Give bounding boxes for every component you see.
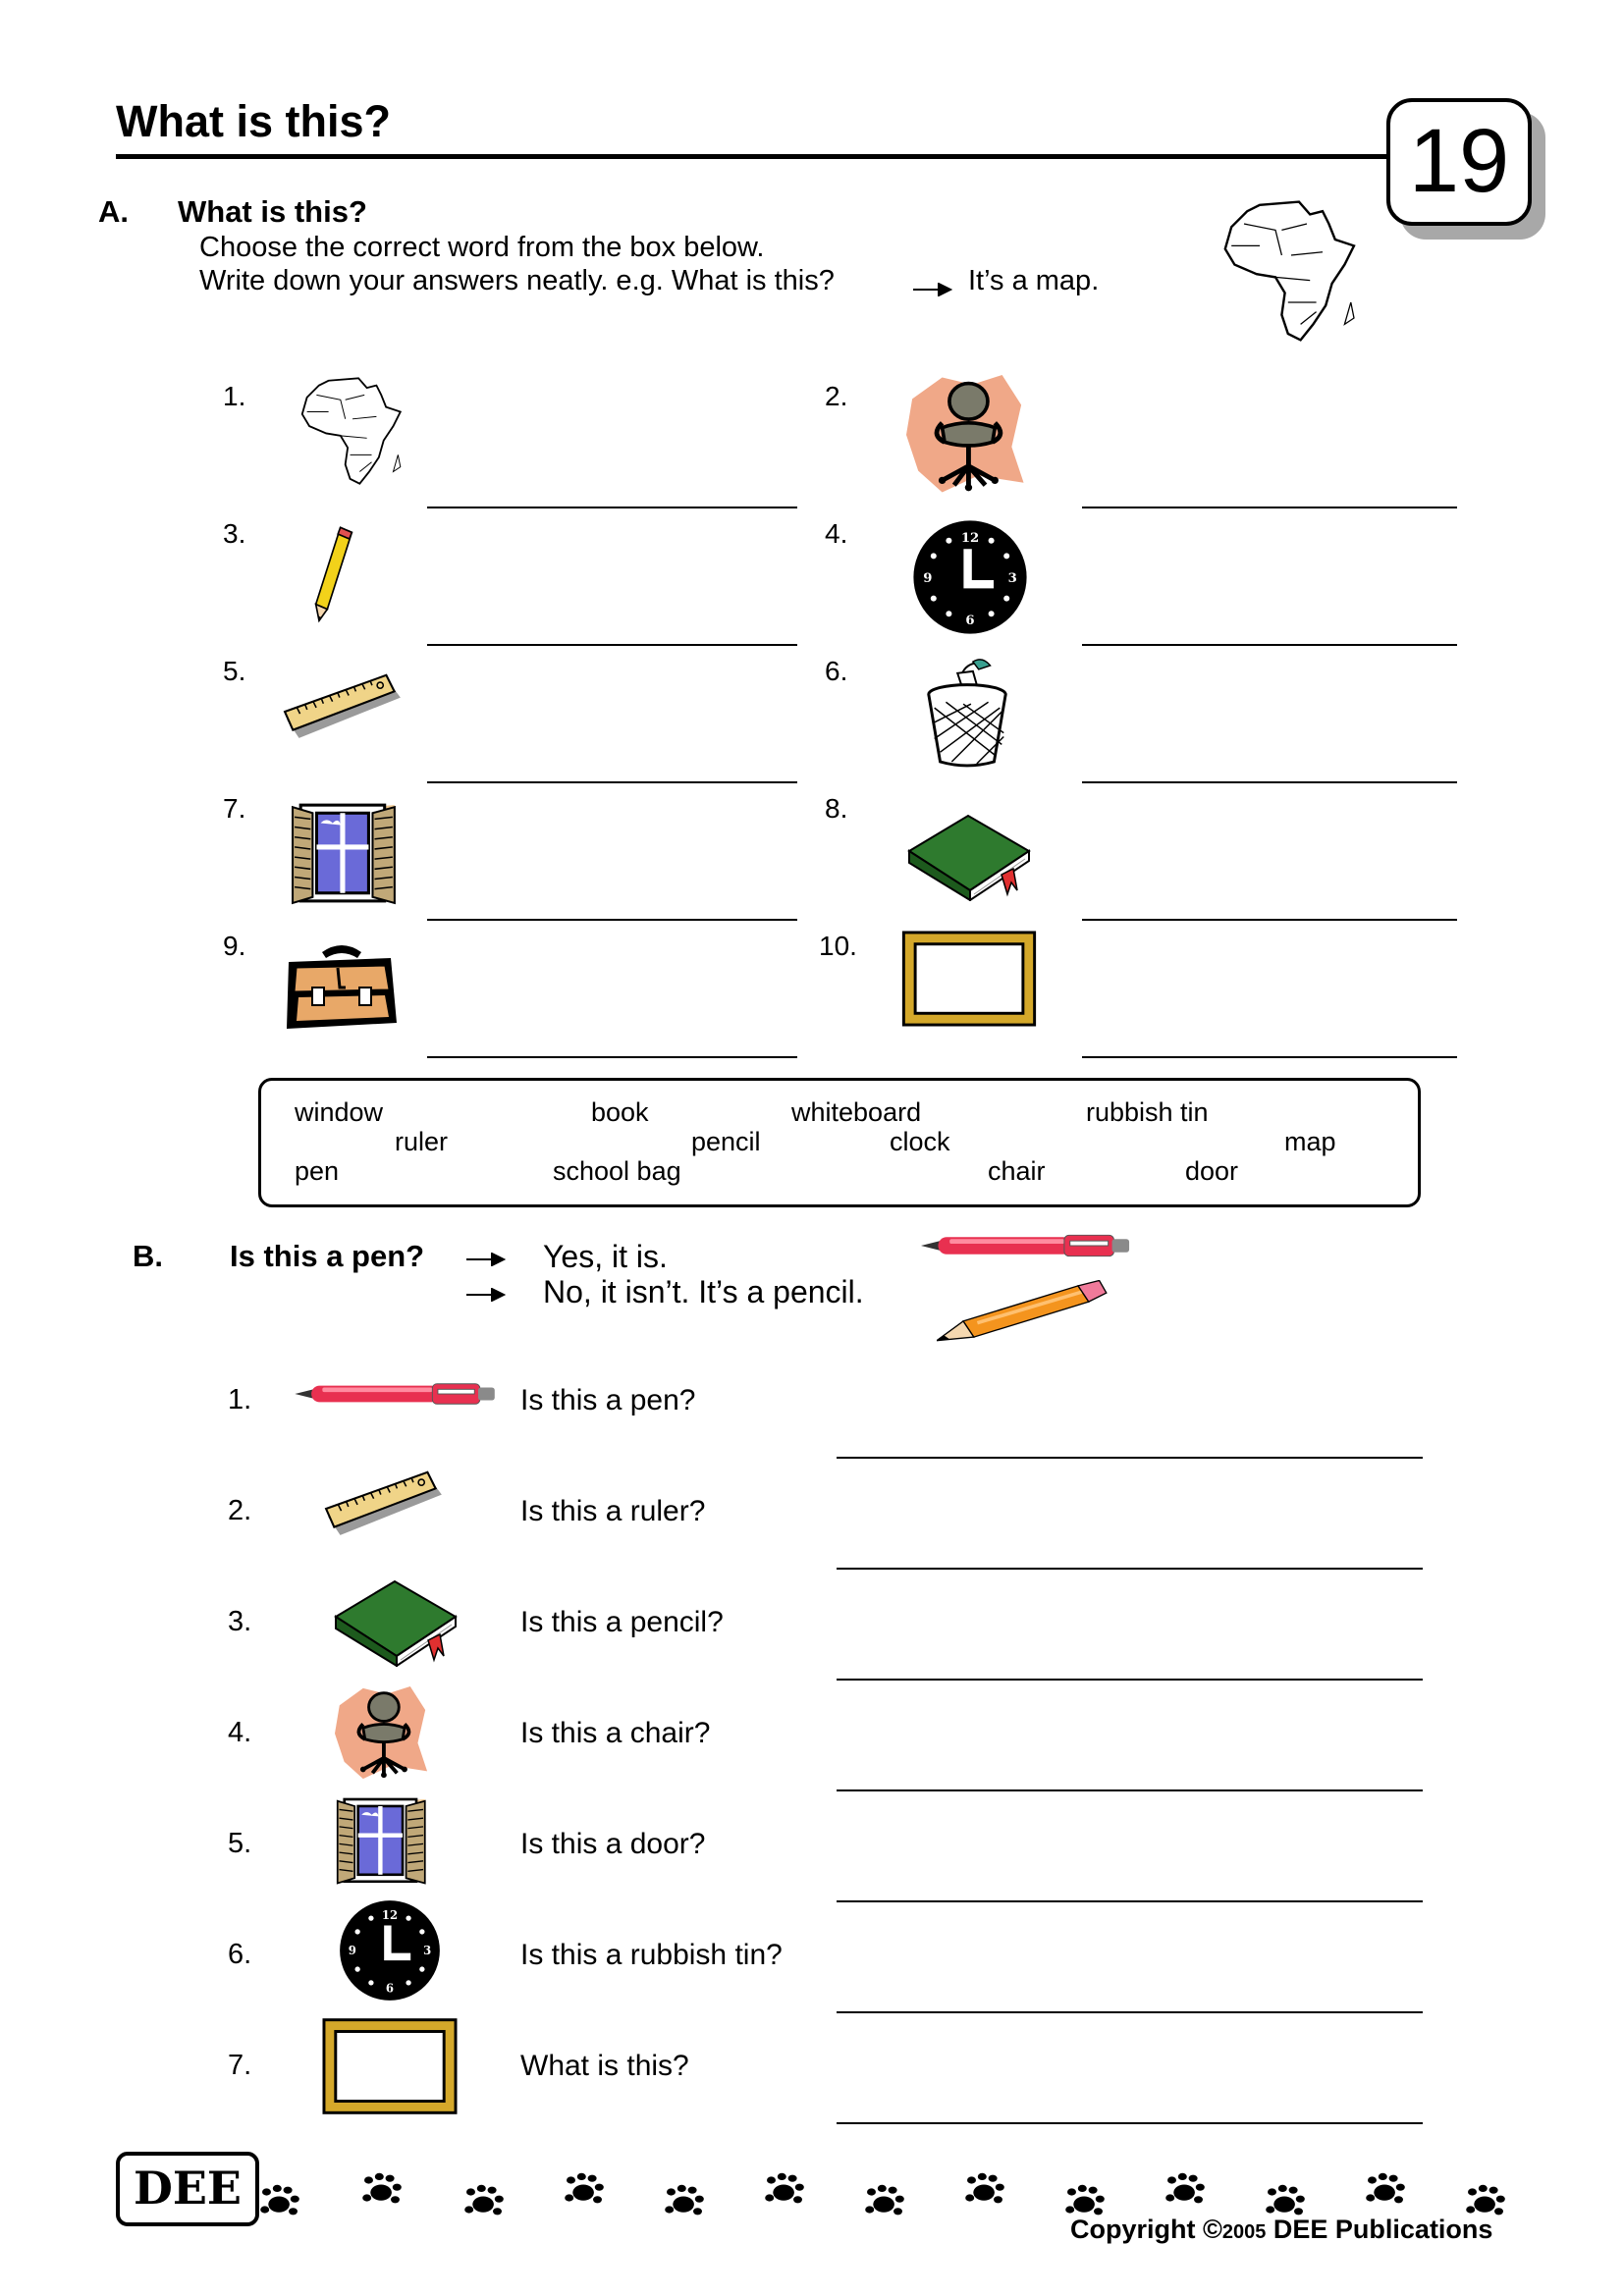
answer-line[interactable] bbox=[837, 2122, 1423, 2124]
arrow-icon bbox=[466, 1288, 506, 1302]
word-box-item: clock bbox=[890, 1127, 950, 1156]
paw-print-icon bbox=[1163, 2171, 1208, 2207]
map-icon bbox=[293, 371, 412, 491]
paw-print-icon bbox=[662, 2183, 707, 2218]
question-number: 5. bbox=[228, 1828, 252, 1859]
answer-line[interactable] bbox=[837, 1457, 1423, 1459]
item-number: 5. bbox=[223, 656, 246, 686]
answer-line[interactable] bbox=[837, 1900, 1423, 1902]
item-number: 1. bbox=[223, 381, 246, 411]
chair-icon bbox=[334, 1686, 430, 1781]
question-number: 6. bbox=[228, 1939, 252, 1970]
word-box-item: book bbox=[591, 1097, 649, 1127]
copyright-year: 2005 bbox=[1221, 2221, 1267, 2243]
answer-line[interactable] bbox=[837, 1789, 1423, 1791]
pen-icon bbox=[295, 1380, 497, 1408]
question-number: 2. bbox=[228, 1495, 252, 1526]
item-number: 10. bbox=[819, 931, 857, 961]
question-number: 7. bbox=[228, 2050, 252, 2081]
word-box-item: whiteboard bbox=[791, 1097, 922, 1127]
page-title: What is this? bbox=[116, 96, 391, 146]
answer-line[interactable] bbox=[1082, 919, 1457, 921]
clock-icon bbox=[338, 1898, 442, 2002]
copyright-publisher: DEE Publications bbox=[1266, 2215, 1493, 2244]
word-box-item: pen bbox=[295, 1156, 340, 1186]
window-icon bbox=[285, 797, 406, 907]
clock-icon bbox=[911, 518, 1029, 636]
word-box-item: chair bbox=[988, 1156, 1046, 1186]
word-box-item: map bbox=[1284, 1127, 1336, 1156]
item-number: 9. bbox=[223, 931, 246, 961]
question-number: 3. bbox=[228, 1606, 252, 1637]
question-text: Is this a chair? bbox=[520, 1717, 711, 1749]
whiteboard-icon bbox=[322, 2014, 458, 2118]
paw-print-icon bbox=[762, 2171, 807, 2207]
question-number: 4. bbox=[228, 1717, 252, 1748]
school-bag-icon bbox=[283, 938, 401, 1037]
paw-print-icon bbox=[359, 2171, 405, 2207]
answer-no: No, it isn’t. It’s a pencil. bbox=[543, 1274, 864, 1309]
paw-print-icon bbox=[1062, 2183, 1108, 2218]
question-text: Is this a ruler? bbox=[520, 1495, 706, 1527]
paw-print-icon bbox=[257, 2183, 302, 2218]
paw-print-icon bbox=[562, 2171, 607, 2207]
paw-print-icon bbox=[1463, 2183, 1508, 2218]
answer-line[interactable] bbox=[837, 1568, 1423, 1570]
word-box-item: school bag bbox=[553, 1156, 681, 1186]
section-a-heading: What is this? bbox=[178, 194, 367, 229]
answer-yes: Yes, it is. bbox=[543, 1239, 668, 1274]
instruction-line-1: Choose the correct word from the box below. bbox=[199, 232, 765, 263]
ruler-icon bbox=[324, 1463, 446, 1553]
item-number: 8. bbox=[825, 793, 848, 824]
pencil-illustration bbox=[937, 1280, 1113, 1343]
pencil-icon bbox=[309, 518, 358, 628]
title-rule bbox=[116, 154, 1392, 159]
example-answer: It’s a map. bbox=[968, 265, 1100, 296]
ruler-icon bbox=[283, 666, 405, 756]
question-text: Is this a rubbish tin? bbox=[520, 1939, 783, 1971]
answer-line[interactable] bbox=[427, 644, 797, 646]
section-b-letter: B. bbox=[133, 1239, 163, 1273]
section-a-letter: A. bbox=[98, 194, 129, 229]
paw-print-icon bbox=[862, 2183, 907, 2218]
item-number: 2. bbox=[825, 381, 848, 411]
word-box-item: door bbox=[1185, 1156, 1239, 1186]
answer-line[interactable] bbox=[1082, 781, 1457, 783]
dee-logo: DEE bbox=[116, 2152, 259, 2226]
book-icon bbox=[332, 1576, 460, 1667]
whiteboard-icon bbox=[901, 931, 1037, 1027]
instruction-line-2: Write down your answers neatly. e.g. What is this? bbox=[199, 265, 835, 296]
book-icon bbox=[905, 811, 1033, 901]
answer-line[interactable] bbox=[427, 781, 797, 783]
question-text: What is this? bbox=[520, 2050, 689, 2082]
paw-print-icon bbox=[962, 2171, 1007, 2207]
rubbish-tin-icon bbox=[919, 656, 1015, 772]
item-number: 3. bbox=[223, 518, 246, 549]
question-text: Is this a pencil? bbox=[520, 1606, 724, 1638]
word-box-item: ruler bbox=[395, 1127, 449, 1156]
answer-line[interactable] bbox=[837, 2011, 1423, 2013]
answer-line[interactable] bbox=[837, 1679, 1423, 1681]
paw-print-icon bbox=[461, 2183, 507, 2218]
answer-line[interactable] bbox=[1082, 507, 1457, 508]
answer-line[interactable] bbox=[1082, 644, 1457, 646]
chair-icon bbox=[903, 375, 1029, 495]
answer-line[interactable] bbox=[427, 507, 797, 508]
copyright-prefix: Copyright © bbox=[1070, 2215, 1222, 2244]
paw-print-icon bbox=[1263, 2183, 1308, 2218]
answer-line[interactable] bbox=[427, 1056, 797, 1058]
arrow-icon bbox=[466, 1253, 506, 1266]
item-number: 4. bbox=[825, 518, 848, 549]
window-icon bbox=[332, 1792, 434, 1887]
item-number: 6. bbox=[825, 656, 848, 686]
arrow-icon bbox=[913, 283, 952, 296]
answer-line[interactable] bbox=[427, 919, 797, 921]
section-b-example-question: Is this a pen? bbox=[230, 1239, 425, 1273]
page-number-badge: 19 bbox=[1386, 98, 1532, 226]
word-box-item: rubbish tin bbox=[1086, 1097, 1209, 1127]
question-text: Is this a door? bbox=[520, 1828, 706, 1860]
africa-map-illustration bbox=[1213, 185, 1370, 357]
word-box-item: window bbox=[295, 1097, 384, 1127]
question-text: Is this a pen? bbox=[520, 1384, 696, 1416]
question-number: 1. bbox=[228, 1384, 252, 1415]
copyright bbox=[1070, 2215, 1492, 2245]
item-number: 7. bbox=[223, 793, 246, 824]
word-box-item: pencil bbox=[691, 1127, 761, 1156]
paw-print-icon bbox=[1363, 2171, 1408, 2207]
pen-illustration bbox=[921, 1231, 1131, 1260]
answer-line[interactable] bbox=[1082, 1056, 1457, 1058]
